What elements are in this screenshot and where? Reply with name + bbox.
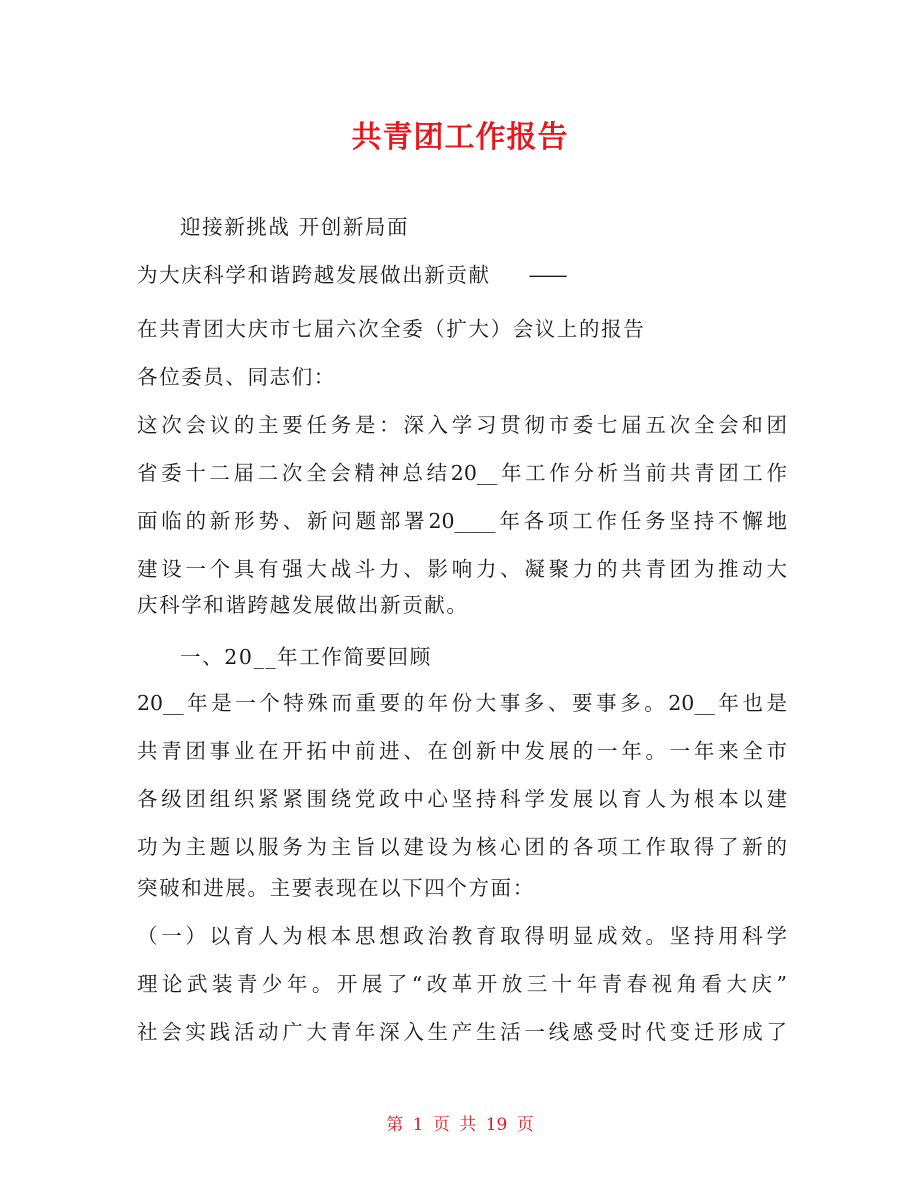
paragraph-line: 社会实践活动广大青年深入生产生活一线感受时代变迁形成了 [137,1020,787,1044]
paragraph-line: 突破和进展。主要表现在以下四个方面： [137,876,535,900]
paragraph-line: 建设一个具有强大战斗力、影响力、凝聚力的共青团为推动大 [137,557,787,581]
paragraph-line: 理论武装青少年。开展了“改革开放三十年青春视角看大庆” [137,972,787,996]
paragraph-line: 面临的新形势、新问题部署20____年各项工作任务坚持不懈地 [137,509,787,533]
section-heading: 一、20__年工作简要回顾 [180,645,432,669]
em-dash: —— [528,263,566,287]
paragraph-line: 20__年是一个特殊而重要的年份大事多、要事多。20__年也是 [137,691,787,715]
document-title: 共青团工作报告 [351,120,569,155]
subtitle-line [137,253,787,297]
paragraph-line: 这次会议的主要任务是：深入学习贯彻市委七届五次全会和团 [137,413,787,437]
paragraph-line: 功为主题以服务为主旨以建设为核心团的各项工作取得了新的 [137,835,787,859]
salutation: 各位委员、同志们： [137,365,336,389]
subtitle-line: 在共青团大庆市七届六次全委（扩大）会议上的报告 [137,317,646,341]
page-number-footer: 第 1 页 共 19 页 [386,1115,534,1135]
paragraph-line: 共青团事业在开拓中前进、在创新中发展的一年。一年来全市 [137,739,787,763]
subtitle-text: 为大庆科学和谐跨越发展做出新贡献 [137,263,491,287]
paragraph-line: 各级团组织紧紧围绕党政中心坚持科学发展以育人为根本以建 [137,787,787,811]
paragraph-line: （一）以育人为根本思想政治教育取得明显成效。坚持用科学 [137,924,787,948]
paragraph-line: 省委十二届二次全会精神总结20__年工作分析当前共青团工作 [137,461,787,485]
paragraph-line: 庆科学和谐跨越发展做出新贡献。 [137,593,469,617]
subtitle-line: 迎接新挑战 开创新局面 [180,215,410,239]
